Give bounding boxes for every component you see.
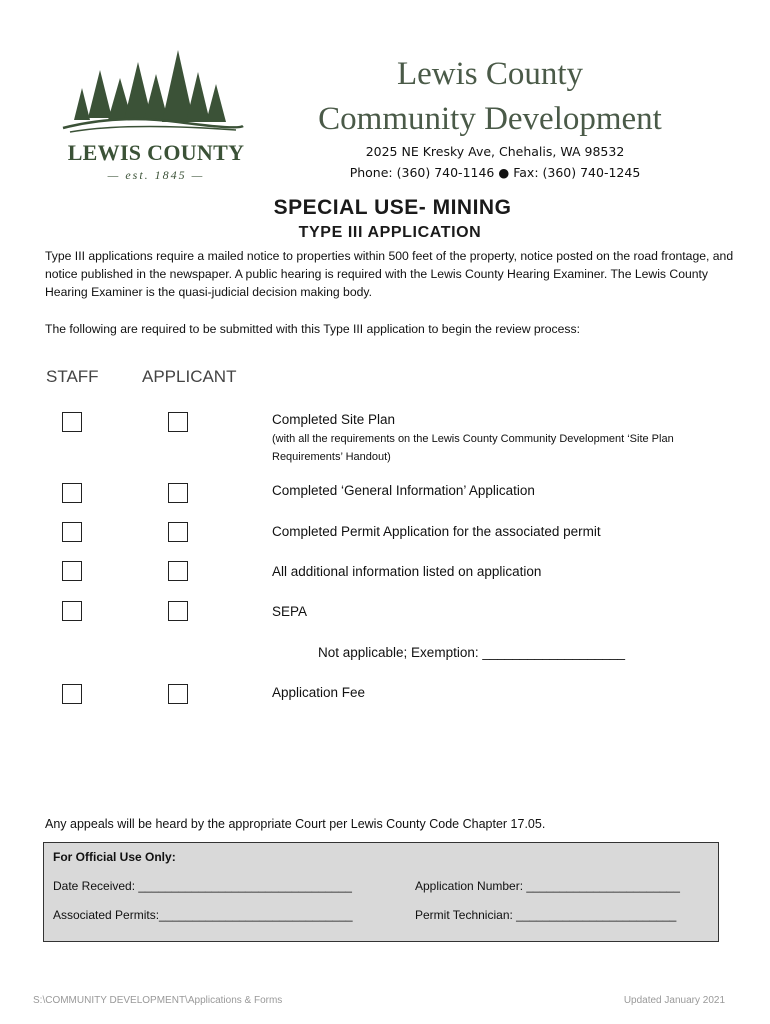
organization-phone-fax: Phone: (360) 740-1146 ● Fax: (360) 740-1245 — [349, 165, 641, 180]
date-received-field[interactable]: Date Received: ________________________________ — [53, 879, 352, 893]
associated-permits-field[interactable]: Associated Permits:_____________________________ — [53, 908, 353, 922]
organization-address: 2025 NE Kresky Ave, Chehalis, WA 98532 — [365, 144, 625, 159]
title-line-2: Community Development — [318, 101, 662, 137]
applicant-checkbox-sepa[interactable] — [168, 601, 188, 621]
staff-checkbox-permit-application[interactable] — [62, 522, 82, 542]
applicant-checkbox-permit-application[interactable] — [168, 522, 188, 542]
appeals-note: Any appeals will be heard by the appropriate Court per Lewis County Code Chapter 17.05. — [45, 817, 546, 831]
logo-wordmark: LEWIS COUNTY — [67, 140, 245, 165]
staff-checkbox-additional-information[interactable] — [62, 561, 82, 581]
item-label-permit-application: Completed Permit Application for the associated permit — [272, 524, 601, 539]
applicant-checkbox-additional-information[interactable] — [168, 561, 188, 581]
logo-established: — est. 1845 — — [107, 168, 205, 182]
document-subtitle: TYPE III APPLICATION — [298, 224, 482, 241]
item-label-site-plan: Completed Site Plan — [272, 412, 396, 427]
item-label-general-information: Completed ‘General Information’ Application — [272, 483, 535, 498]
applicant-checkbox-site-plan[interactable] — [168, 412, 188, 432]
staff-checkbox-application-fee[interactable] — [62, 684, 82, 704]
footer-updated-date: Updated January 2021 — [623, 995, 725, 1006]
sepa-exemption-note: Not applicable; Exemption: ___________________ — [318, 645, 625, 660]
lewis-county-logo — [58, 48, 248, 188]
official-use-heading: For Official Use Only: — [53, 850, 176, 864]
staff-checkbox-general-information[interactable] — [62, 483, 82, 503]
document-title: SPECIAL USE- MINING — [273, 196, 512, 219]
item-label-additional-information: All additional information listed on application — [272, 564, 542, 579]
footer-file-path: S:\COMMUNITY DEVELOPMENT\Applications & Forms — [33, 995, 283, 1006]
item-label-sepa: SEPA — [272, 604, 308, 619]
applicant-checkbox-application-fee[interactable] — [168, 684, 188, 704]
pine-trees-icon — [58, 48, 248, 143]
applicant-column-header: APPLICANT — [142, 367, 237, 386]
item-label-application-fee: Application Fee — [272, 685, 366, 700]
intro-paragraph: Type III applications require a mailed notice to properties within 500 feet of the property, notice posted on the road frontage, and notice published in the newspaper. A public hearing is required with the Lewis County Hearing Examiner. The Lewis County Hearing Examiner is the quasi-judicial decision making body. — [45, 249, 734, 299]
applicant-checkbox-general-information[interactable] — [168, 483, 188, 503]
official-use-box — [43, 842, 719, 942]
staff-column-header: STAFF — [46, 367, 99, 386]
permit-technician-field[interactable]: Permit Technician: ________________________ — [415, 908, 677, 922]
staff-checkbox-sepa[interactable] — [62, 601, 82, 621]
organization-title — [270, 52, 710, 142]
required-items-note: The following are required to be submitted with this Type III application to begin the review process: — [45, 322, 580, 336]
item-note-site-plan: (with all the requirements on the Lewis County Community Development ‘Site Plan Requirements’ Handout) — [272, 433, 674, 463]
staff-checkbox-site-plan[interactable] — [62, 412, 82, 432]
title-line-1: Lewis County — [396, 56, 584, 92]
application-number-field[interactable]: Application Number: _______________________ — [415, 879, 680, 893]
